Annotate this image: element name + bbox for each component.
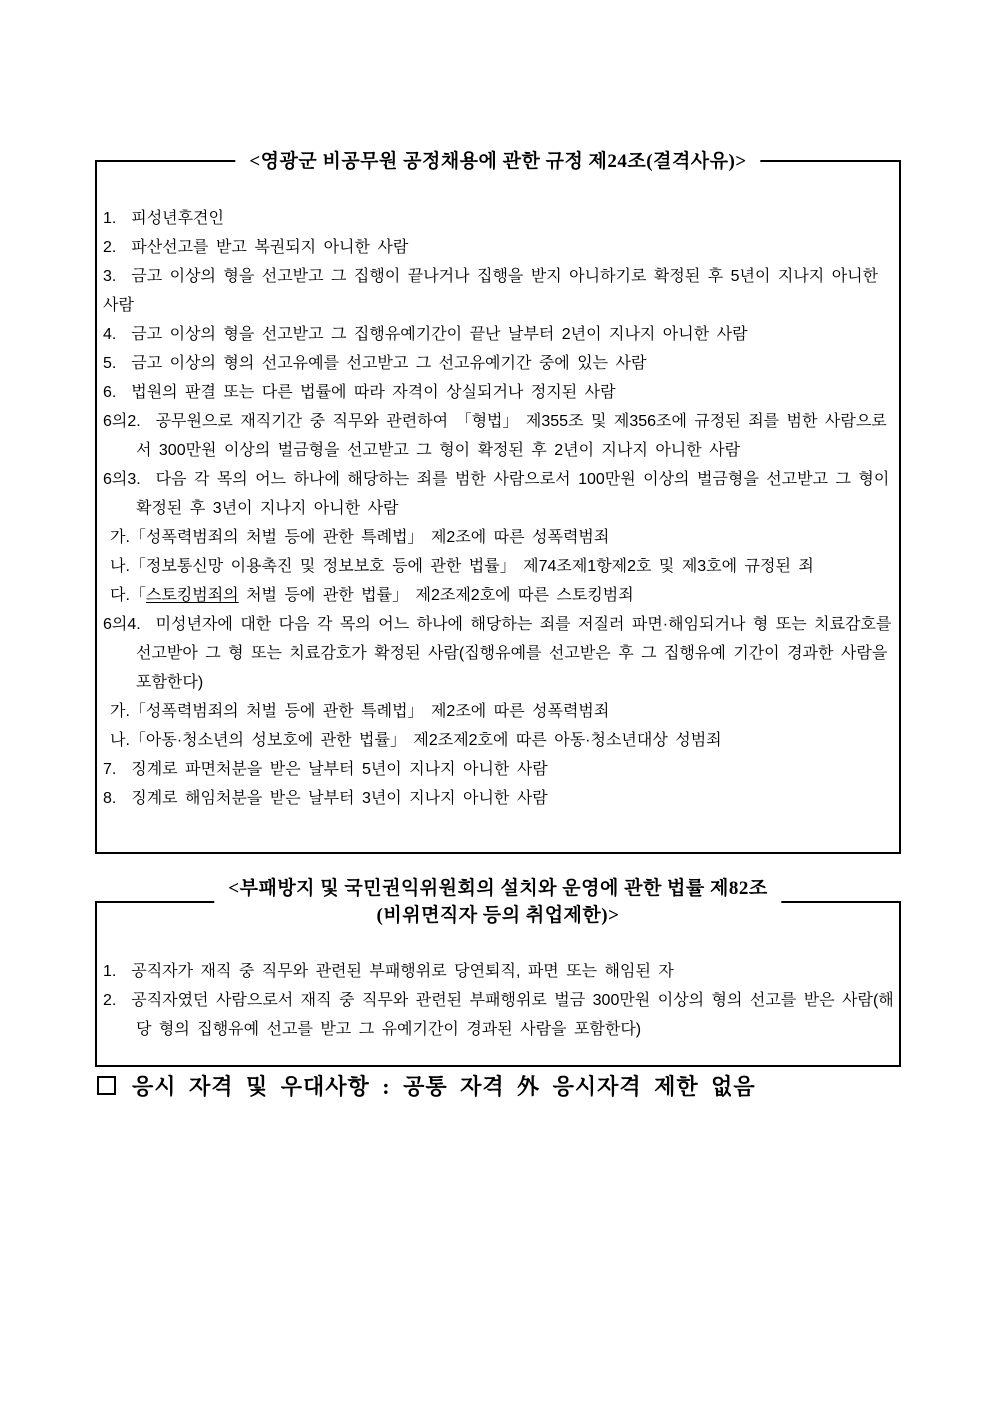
list-item bbox=[103, 784, 894, 813]
list-item bbox=[103, 204, 894, 233]
text-segment: 8. 징계로 해임처분을 받은 날부터 3년이 지나지 아니한 사람 bbox=[103, 790, 548, 807]
text-segment: 나.「아동·청소년의 성보호에 관한 법률」 제2조제2호에 따른 아동·청소년대상 성범죄 bbox=[110, 732, 722, 749]
section-disqualification-criteria bbox=[95, 151, 901, 854]
list-item bbox=[103, 465, 897, 523]
eligibility-note-text: 응시 자격 및 우대사항 : 공통 자격 外 응시자격 제한 없음 bbox=[132, 1074, 756, 1099]
list-item bbox=[103, 986, 894, 1044]
section-title-line1: <부패방지 및 국민권익위원회의 설치와 운영에 관한 법률 제82조 bbox=[228, 878, 768, 899]
list-item bbox=[103, 407, 894, 465]
text-segment: 2. 파산선고를 받고 복권되지 아니한 사람 bbox=[103, 239, 409, 256]
list-item bbox=[103, 349, 894, 378]
section-title-disqualification: <영광군 비공무원 공정채용에 관한 규정 제24조(결격사유)> bbox=[235, 148, 760, 175]
text-segment: 다.「 bbox=[110, 587, 146, 604]
text-segment: 1. 피성년후견인 bbox=[103, 210, 224, 227]
section-title-line2: (비위면직자 등의 취업제한)> bbox=[376, 905, 620, 926]
text-segment: 6의4. 미성년자에 대한 다음 각 목의 어느 하나에 해당하는 죄를 저질러 파면·해임되거나 형 또는 치료감호를 선고받아 그 형 또는 치료감호가 확정된 사람(집행유예를 선고받은 후 그 집행유예 기간이 경과한 사람을 포함한다) bbox=[103, 616, 899, 691]
text-segment: 처벌 등에 관한 법률」 제2조제2호에 따른 스토킹범죄 bbox=[238, 587, 634, 604]
disqualification-list bbox=[103, 204, 899, 813]
list-item bbox=[103, 581, 894, 610]
list-item bbox=[103, 262, 894, 320]
text-segment: 4. 금고 이상의 형을 선고받고 그 집행유예기간이 끝난 날부터 2년이 지나지 아니한 사람 bbox=[103, 326, 748, 343]
list-item bbox=[103, 320, 894, 349]
text-segment: 7. 징계로 파면처분을 받은 날부터 5년이 지나지 아니한 사람 bbox=[103, 761, 548, 778]
list-item bbox=[103, 726, 894, 755]
list-item bbox=[103, 755, 894, 784]
text-segment: 6의3. 다음 각 목의 어느 하나에 해당하는 죄를 범한 사람으로서 100만원 이상의 벌금형을 선고받고 그 형이 확정된 후 3년이 지나지 아니한 사람 bbox=[103, 471, 897, 517]
employment-restriction-list bbox=[103, 957, 894, 1044]
list-item bbox=[103, 233, 894, 262]
list-item bbox=[103, 552, 894, 581]
text-segment: 스토킹범죄의 bbox=[145, 587, 239, 604]
section-employment-restriction bbox=[95, 878, 901, 1067]
text-segment: 1. 공직자가 재직 중 직무와 관련된 부패행위로 당연퇴직, 파면 또는 해임된 자 bbox=[103, 963, 674, 980]
list-item bbox=[103, 957, 894, 986]
text-segment: 2. 공직자였던 사람으로서 재직 중 직무와 관련된 부패행위로 벌금 300만원 이상의 형의 선고를 받은 사람(해당 형의 집행유예 선고를 받고 그 유예기간이 경과된 사람을 포함한다) bbox=[103, 992, 894, 1038]
list-item bbox=[103, 610, 899, 697]
text-segment: 나.「정보통신망 이용촉진 및 정보보호 등에 관한 법률」 제74조제1항제2호 및 제3호에 규정된 죄 bbox=[110, 558, 814, 575]
list-item bbox=[103, 378, 894, 407]
text-segment: 3. 금고 이상의 형을 선고받고 그 집행이 끝나거나 집행을 받지 아니하기로 확정된 후 5년이 지나지 아니한 사람 bbox=[103, 268, 886, 314]
text-segment: 5. 금고 이상의 형의 선고유예를 선고받고 그 선고유예기간 중에 있는 사람 bbox=[103, 355, 647, 372]
text-segment: 가.「성폭력범죄의 처벌 등에 관한 특례법」 제2조에 따른 성폭력범죄 bbox=[110, 703, 610, 720]
checkbox-icon bbox=[97, 1076, 116, 1095]
list-item bbox=[103, 523, 894, 552]
text-segment: 가.「성폭력범죄의 처벌 등에 관한 특례법」 제2조에 따른 성폭력범죄 bbox=[110, 529, 610, 546]
section-title-employment-restriction bbox=[214, 875, 781, 929]
text-segment: 6. 법원의 판결 또는 다른 법률에 따라 자격이 상실되거나 정지된 사람 bbox=[103, 384, 616, 401]
eligibility-note bbox=[97, 1072, 897, 1102]
text-segment: 6의2. 공무원으로 재직기간 중 직무와 관련하여 「형법」 제355조 및 제356조에 규정된 죄를 범한 사람으로서 300만원 이상의 벌금형을 선고받고 그 형이 확정된 후 2년이 지나지 아니한 사람 bbox=[103, 413, 887, 459]
list-item bbox=[103, 697, 894, 726]
